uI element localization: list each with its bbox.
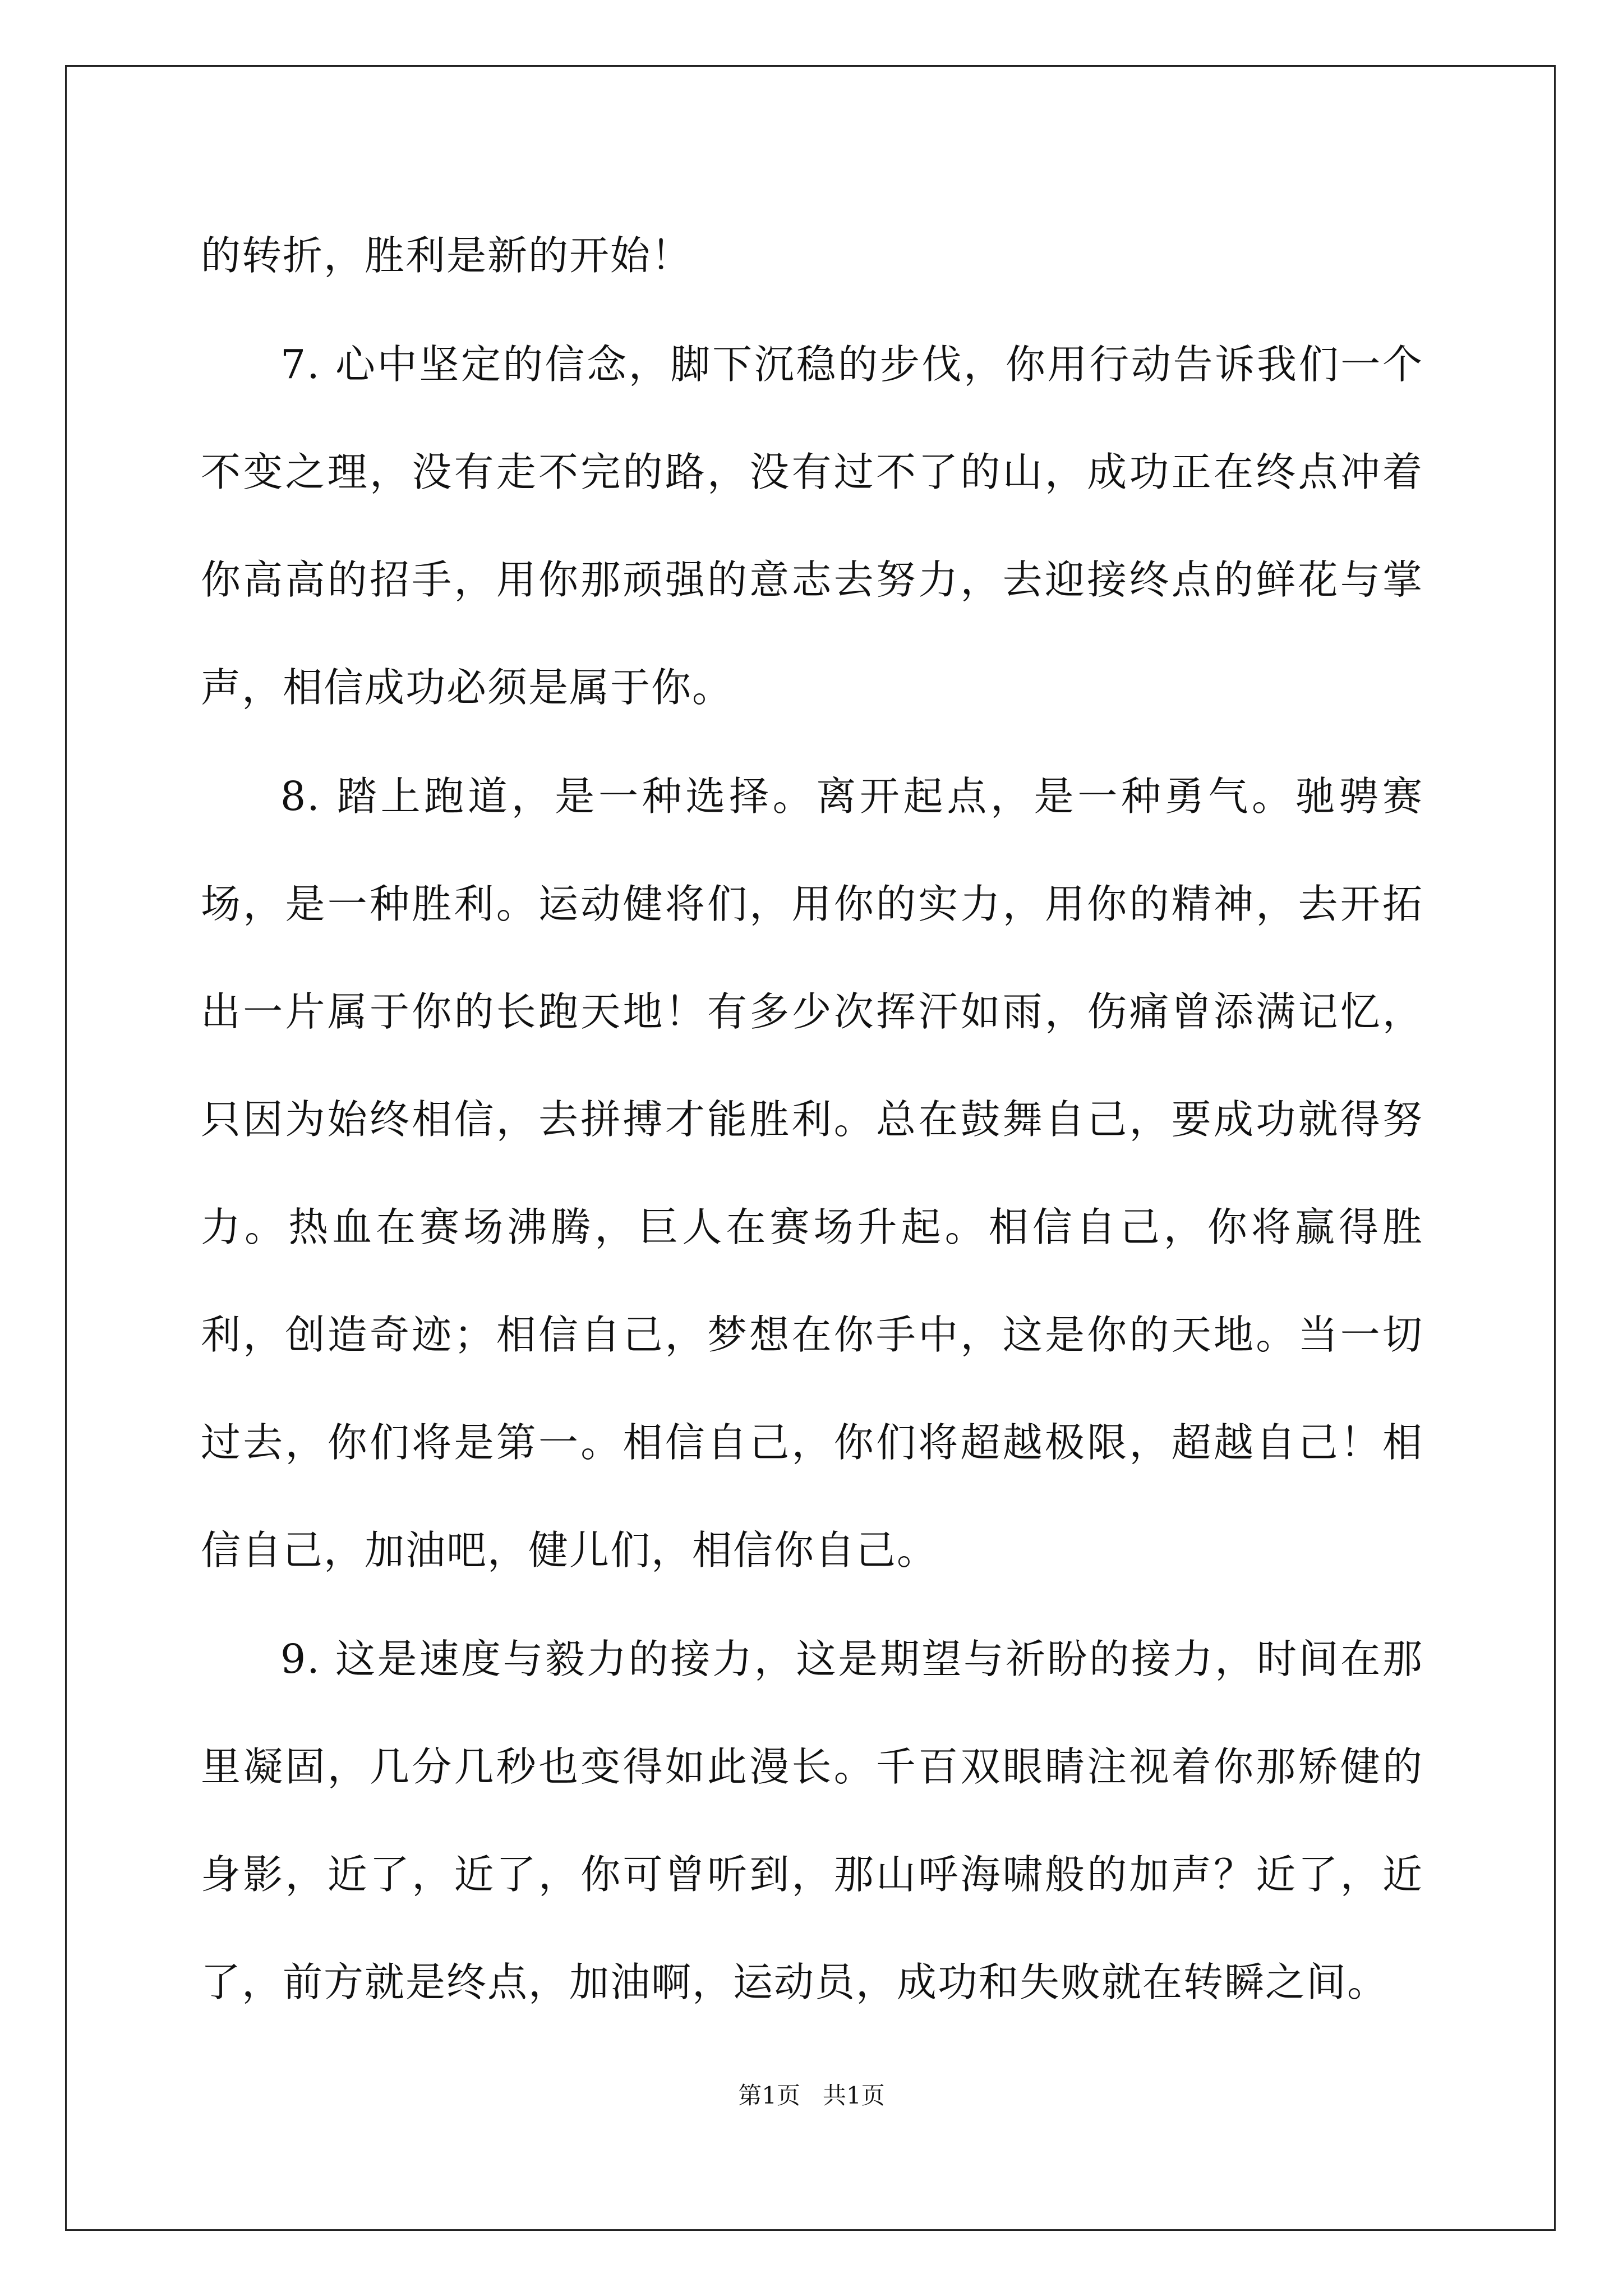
page-number-footer: 第1页 共1页 xyxy=(738,2082,885,2109)
paragraph-item-8: 8. 踏上跑道，是一种选择。离开起点，是一种勇气。驰骋赛场，是一种胜利。运动健将们，用你的实力，用你的精神，去开拓出一片属于你的长跑天地！有多少次挥汗如雨，伤痛曾添满记忆，只因为始终相信，去拼搏才能胜利。总在鼓舞自己，要成功就得努力。热血在赛场沸腾，巨人在赛场升起。相信自己，你将赢得胜利，创造奇迹；相信自己，梦想在你手中，这是你的天地。当一切过去，你们将是第一。相信自己，你们将超越极限，超越自己！相信自己，加油吧，健儿们，相信你自己。 xyxy=(201,773,1423,1573)
document-body xyxy=(201,202,1423,2036)
paragraph-item-7: 7. 心中坚定的信念，脚下沉稳的步伐，你用行动告诉我们一个不变之理，没有走不完的路，没有过不了的山，成功正在终点冲着你高高的招手，用你那顽强的意志去努力，去迎接终点的鲜花与掌声，相信成功必须是属于你。 xyxy=(201,341,1423,711)
paragraph-continuation: 的转折，胜利是新的开始！ xyxy=(201,232,693,279)
paragraph-item-9: 9. 这是速度与毅力的接力，这是期望与祈盼的接力，时间在那里凝固，几分几秒也变得如此漫长。千百双眼睛注视着你那矫健的身影，近了，近了，你可曾听到，那山呼海啸般的加声？近了，近了，前方就是终点，加油啊，运动员，成功和失败就在转瞬之间。 xyxy=(201,1636,1423,2005)
